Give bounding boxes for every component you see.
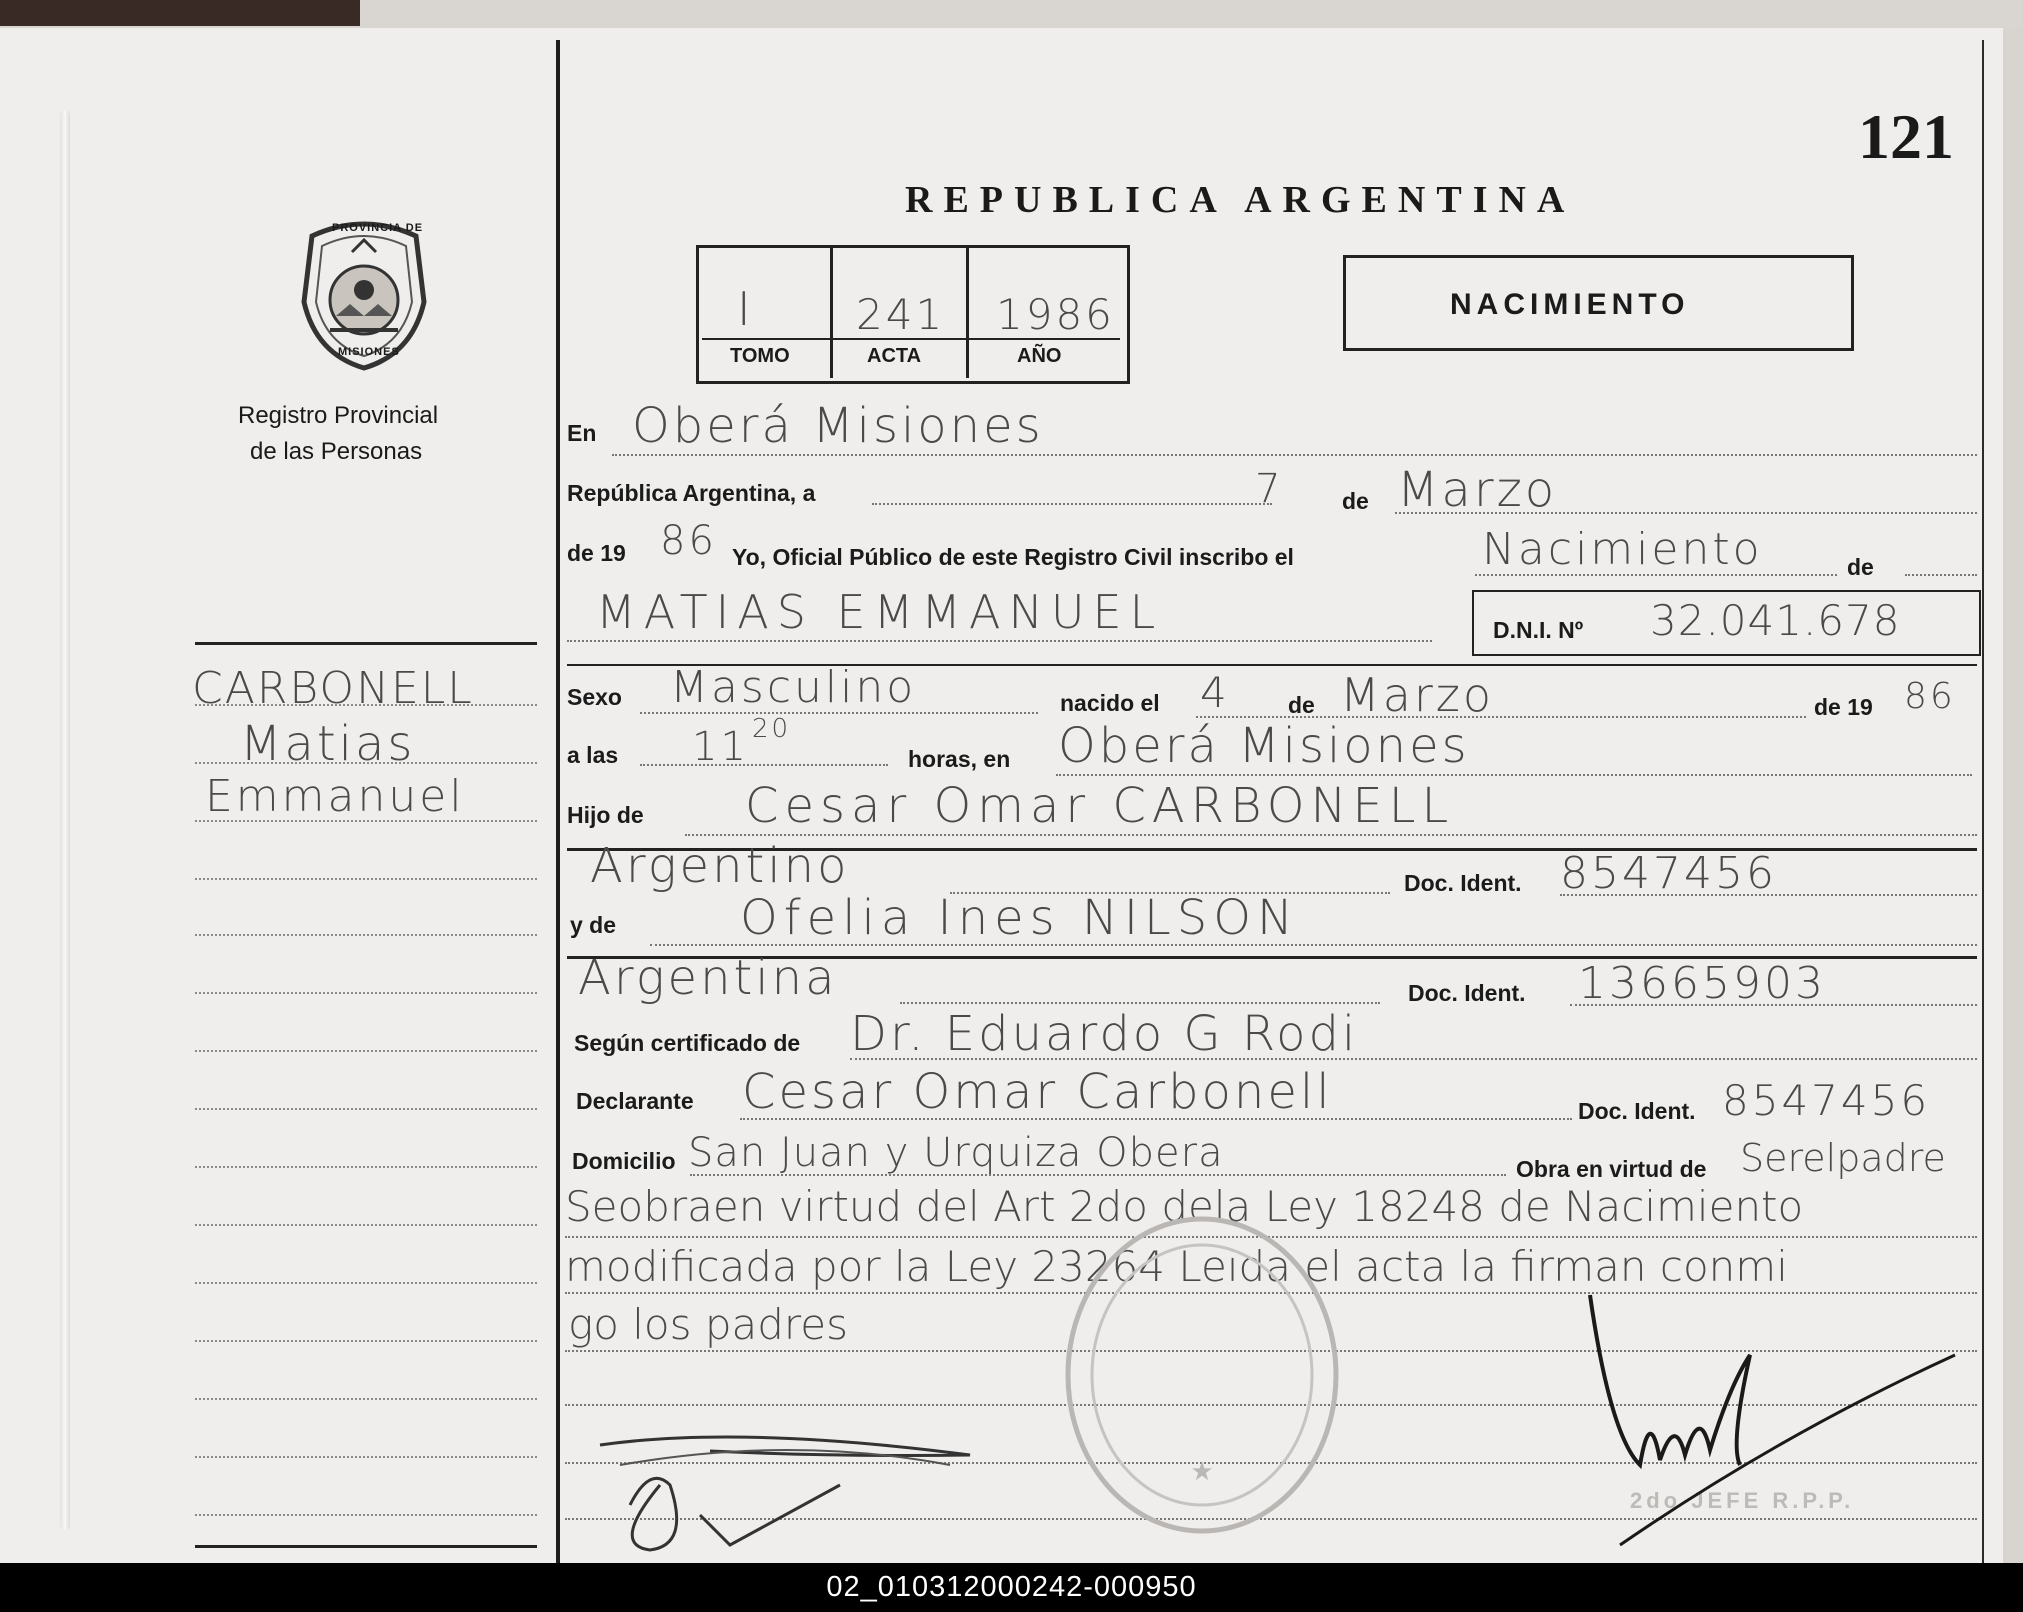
page-number: 121	[1858, 101, 1954, 172]
left-signature	[590, 1425, 1010, 1560]
mother-doc: 13665903	[1578, 958, 1826, 1009]
note-line-3: go los padres	[568, 1300, 848, 1349]
yde-label: y de	[570, 912, 617, 938]
mother-nationality: Argentina	[578, 950, 838, 1006]
right-border	[1982, 40, 1984, 1563]
obra-label: Obra en virtud de	[1516, 1156, 1707, 1182]
father-nationality: Argentino	[590, 838, 850, 894]
de-label-1: de	[1342, 488, 1369, 514]
de-label-3: de	[1288, 692, 1315, 718]
father-doc: 8547456	[1560, 848, 1777, 899]
margin-name2: Emmanuel	[205, 771, 465, 822]
registry-name-line2: de las Personas	[250, 438, 423, 465]
province-seal	[292, 212, 436, 372]
mother-name: Ofelia Ines NILSON	[740, 890, 1299, 946]
domicilio-label: Domicilio	[572, 1148, 676, 1174]
certificate-value: Dr. Eduardo G Rodi	[850, 1006, 1359, 1062]
de19-label-2: de 19	[1814, 694, 1873, 720]
document-code: 02_010312000242-000950	[0, 1563, 2023, 1612]
tomo-value: I	[737, 282, 754, 336]
birth-month: Marzo	[1340, 668, 1495, 722]
column-divider	[556, 40, 560, 1563]
de19-label: de 19	[567, 540, 626, 566]
hour-value: 11	[692, 724, 749, 770]
acta-value: 241	[856, 290, 946, 339]
margin-name1: Matias	[240, 716, 416, 772]
obra-value: Serelpadre	[1740, 1136, 1946, 1180]
father-name: Cesar Omar CARBONELL	[745, 778, 1455, 834]
month-value: Marzo	[1397, 462, 1558, 518]
country-header: REPUBLICA ARGENTINA	[905, 179, 1576, 221]
inscribo-value: Nacimiento	[1482, 524, 1763, 575]
en-value: Oberá Misiones	[632, 398, 1044, 454]
horas-label: horas, en	[908, 746, 1011, 772]
margin-surname: CARBONELL	[192, 663, 474, 714]
anio-value: 1986	[996, 290, 1115, 339]
sexo-label: Sexo	[567, 684, 622, 710]
birth-year-suffix: 86	[1904, 676, 1956, 717]
note-line-1: Seobraen virtud del Art 2do dela Ley 18248 de Nacimiento	[565, 1182, 1804, 1231]
svg-text:★: ★	[1190, 1456, 1214, 1486]
tomo-label: TOMO	[730, 345, 790, 367]
declarante-label: Declarante	[576, 1088, 694, 1114]
acta-label: ACTA	[867, 345, 922, 367]
declarante-doc: 8547456	[1722, 1076, 1931, 1125]
segun-label: Según certificado de	[574, 1030, 801, 1056]
declarante-value: Cesar Omar Carbonell	[742, 1064, 1333, 1120]
child-name: MATIAS EMMANUEL	[596, 585, 1164, 639]
hijo-label: Hijo de	[567, 802, 644, 828]
right-signature	[1580, 1285, 1960, 1550]
alas-label: a las	[567, 742, 619, 768]
minute-value: 20	[752, 714, 792, 744]
seal-bottom-text: MISIONES	[338, 346, 400, 358]
seal-top-text: PROVINCIA DE	[332, 222, 424, 234]
anio-label: AÑO	[1017, 345, 1062, 367]
yo-text: Yo, Oficial Público de este Registro Civil inscribo el	[732, 544, 1294, 570]
en-label: En	[567, 420, 597, 446]
page-right-edge	[2003, 28, 2023, 1563]
official-round-stamp	[1060, 1210, 1345, 1540]
de-label-2: de	[1847, 554, 1874, 580]
doc-label-1: Doc. Ident.	[1404, 870, 1522, 896]
dni-value: 32.041.678	[1650, 596, 1901, 645]
doc-label-2: Doc. Ident.	[1408, 980, 1526, 1006]
book-binding-fold	[60, 110, 70, 1530]
republica-label: República Argentina, a	[567, 480, 816, 506]
registry-name-line1: Registro Provincial	[238, 402, 439, 429]
dni-label: D.N.I. Nº	[1493, 617, 1584, 643]
birth-day: 4	[1200, 668, 1230, 717]
sexo-value: Masculino	[670, 662, 917, 713]
year-suffix: 86	[660, 518, 717, 564]
day-value: 7	[1255, 466, 1284, 512]
domicilio-value: San Juan y Urquiza Obera	[688, 1130, 1224, 1176]
official-rect-stamp: 2do JEFE R.P.P.	[1630, 1488, 1855, 1513]
nacido-label: nacido el	[1060, 690, 1160, 716]
note-line-2: modificada por la Ley 23264 Leida el acta la firman conmi	[565, 1242, 1788, 1291]
doc-label-3: Doc. Ident.	[1578, 1098, 1696, 1124]
act-type: NACIMIENTO	[1450, 288, 1690, 321]
birth-place: Oberá Misiones	[1058, 718, 1470, 774]
